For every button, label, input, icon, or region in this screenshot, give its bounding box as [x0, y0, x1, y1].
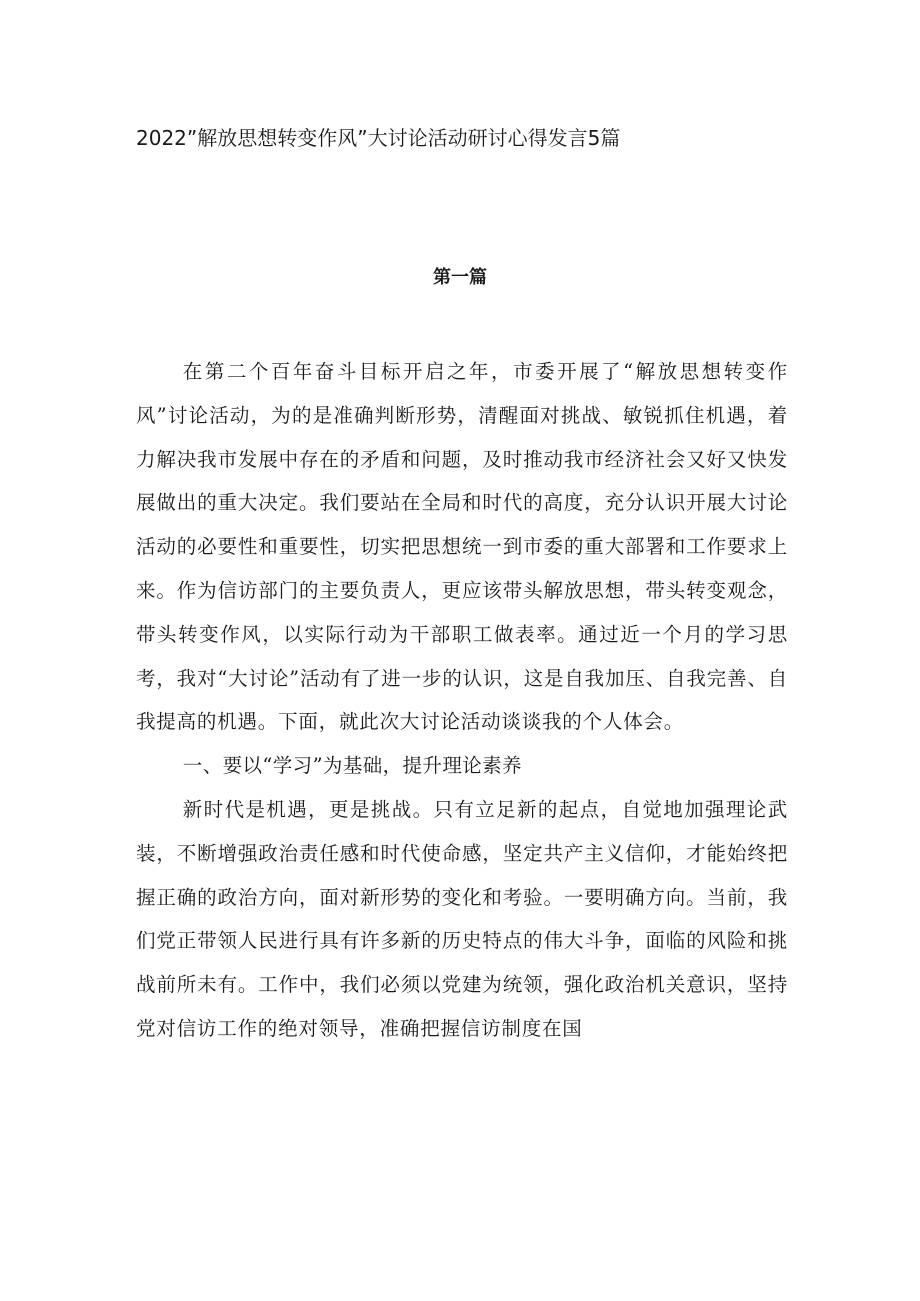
paragraph-subheading: 一、要以“学习”为基础，提升理论素养	[182, 754, 522, 778]
paragraph-intro: 在第二个百年奋斗目标开启之年，市委开展了“解放思想转变作风”讨论活动，为的是准确判断形势，清醒面对挑战、敏锐抓住机遇，着力解决我市发展中存在的矛盾和问题，及时推动我市经济社会又好又快发展做出的重大决定。我们要站在全局和时代的高度，充分认识开展大讨论活动的必要性和重要性，切实把思想统一到市委的重大部署和工作要求上来。作为信访部门的主要负责人，更应该带头解放思想，带头转变观念，带头转变作风，以实际行动为干部职工做表率。通过近一个月的学习思考，我对“大讨论”活动有了进一步的认识，这是自我加压、自我完善、自我提高的机遇。下面，就此次大讨论活动谈谈我的个人体会。	[136, 360, 788, 734]
document-body	[136, 350, 788, 1051]
paragraph-body: 新时代是机遇，更是挑战。只有立足新的起点，自觉地加强理论武装，不断增强政治责任感和时代使命感，坚定共产主义信仰，才能始终把握正确的政治方向，面对新形势的变化和考验。一要明确方向。当前，我们党正带领人民进行具有许多新的历史特点的伟大斗争，面临的风险和挑战前所未有。工作中，我们必须以党建为统领，强化政治机关意识，坚持党对信访工作的绝对领导，准确把握信访制度在国	[136, 797, 788, 1040]
document-title: 2022”解放思想转变作风”大讨论活动研讨心得发言5篇	[136, 126, 621, 150]
section-heading: 第一篇	[433, 267, 487, 288]
